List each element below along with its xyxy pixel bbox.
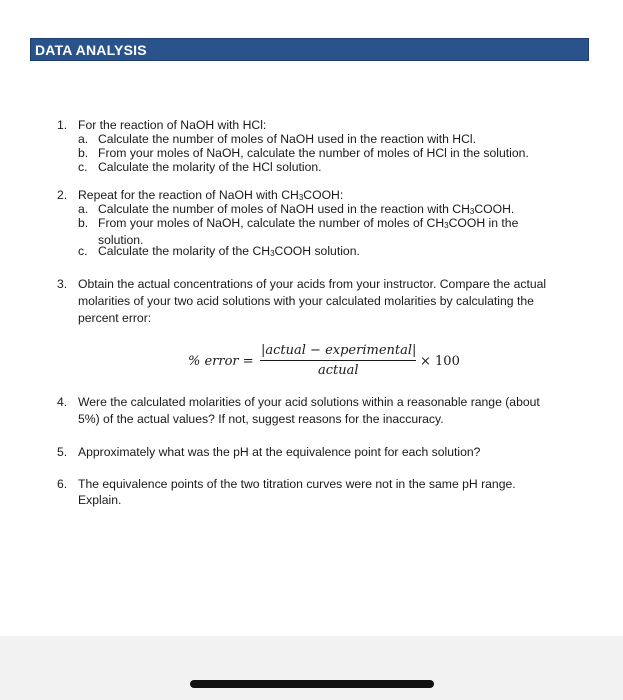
part-letter: a. — [78, 202, 89, 216]
question-text: Obtain the actual concentrations of your acids from your instructor. Compare the actual molarities of your two acid solutions with your calculated molarities by calculating the percent error: — [78, 277, 547, 325]
part-text: From your moles of NaOH, calculate the number of moles of HCl in the solution. — [98, 146, 529, 160]
question-text: For the reaction of NaOH with HCl: — [78, 118, 267, 132]
part-text: Calculate the molarity of the HCl solution. — [98, 160, 322, 174]
formula-lhs: % error = — [188, 354, 254, 369]
part-text: From your moles of NaOH, calculate the number of moles of $CH_3COOH$ in the solution. — [98, 216, 519, 247]
formula-numerator: |actual − experimental| — [261, 343, 417, 358]
section-header — [30, 38, 589, 61]
formula-denominator: actual — [318, 363, 359, 378]
question-number: 3. — [57, 277, 68, 291]
bottom-safe-area — [0, 636, 623, 700]
question-number: 2. — [57, 188, 68, 202]
question-number: 6. — [57, 477, 68, 491]
part-letter: c. — [78, 244, 88, 258]
question-text: Repeat for the reaction of NaOH with $CH_3COOH$: — [78, 188, 344, 202]
part-text: Calculate the molarity of the $CH_3COOH$ solution. — [98, 244, 360, 258]
question-number: 5. — [57, 445, 68, 459]
part-text: Calculate the number of moles of NaOH used in the reaction with $CH_3COOH$. — [98, 202, 515, 216]
question-number: 4. — [57, 395, 68, 409]
question-text: Were the calculated molarities of your acid solutions within a reasonable range (about 5%) of the actual values? If not, suggest reasons for the inaccuracy. — [78, 395, 540, 426]
question-number: 1. — [57, 118, 68, 132]
part-letter: c. — [78, 160, 88, 174]
percent-error-formula — [188, 343, 468, 383]
question-text: Approximately what was the pH at the equivalence point for each solution? — [78, 445, 481, 459]
formula-rhs: × 100 — [420, 354, 460, 369]
home-indicator[interactable] — [190, 680, 434, 688]
fraction-bar — [260, 360, 416, 361]
question-text: The equivalence points of the two titration curves were not in the same pH range. Explain. — [78, 477, 516, 507]
section-title: DATA ANALYSIS — [35, 42, 147, 58]
part-letter: a. — [78, 132, 89, 146]
part-text: Calculate the number of moles of NaOH used in the reaction with HCl. — [98, 132, 476, 146]
part-letter: b. — [78, 216, 89, 230]
part-letter: b. — [78, 146, 89, 160]
